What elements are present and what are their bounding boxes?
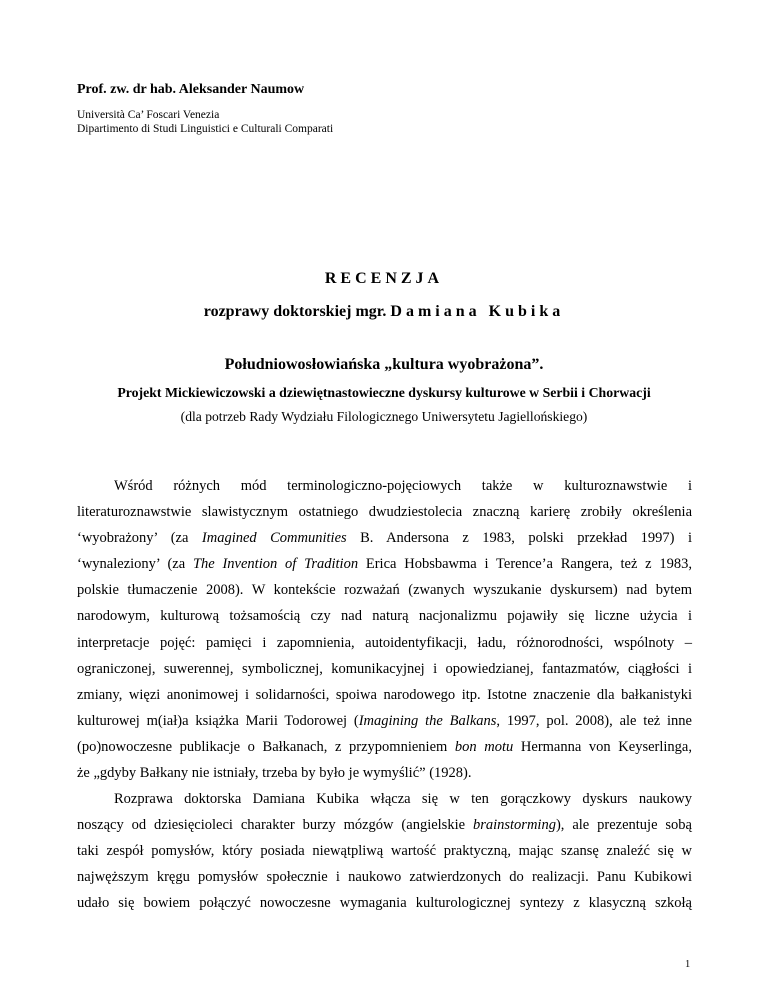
- text-line: narodowym, kulturową tożsamością czy nad naturą nacjonalizmu pojawiły się liczne użycia i: [77, 608, 692, 625]
- text-line: literaturoznawstwie slawistycznym ostatniego dwudziestolecia znaczną karierę zrobiły określenia: [77, 504, 692, 521]
- document-heading: RECENZJA: [324, 270, 444, 287]
- dissertation-line: [0, 303, 768, 321]
- text-line: ‘wyobrażony’ (za Imagined Communities B. Andersona z 1983, polski przekład 1997) i: [77, 530, 692, 547]
- paragraph-1: [77, 473, 692, 786]
- text-line: najwęższym kręgu pomysłów społecznie i naukowo zatwierdzonych do realizacji. Panu Kubikowi: [77, 869, 692, 886]
- page-number: 1: [685, 959, 691, 970]
- text-line: zmiany, więzi anonimowej i solidarności, spoiwa narodowego itp. Istotne znaczenie dla bałkanistyki: [77, 686, 692, 703]
- review-purpose: (dla potrzeb Rady Wydziału Filologicznego Uniwersytetu Jagiellońskiego): [180, 409, 588, 424]
- text-line: (po)nowoczesne publikacje o Bałkanach, z przypomnieniem bon motu Hermanna von Keyserlinga,: [77, 738, 692, 755]
- text-line: taki zespół pomysłów, który posiada niewątpliwą wartość praktyczną, mając szansę znaleźć się w: [77, 843, 692, 860]
- text-line: kulturowej m(iał)a książka Marii Todorowej (Imagining the Balkans, 1997, pol. 2008), ale też inne: [77, 712, 692, 729]
- candidate-first-name: Damiana: [390, 303, 481, 320]
- text-line: że „gdyby Bałkany nie istniały, trzeba by było je wymyślić” (1928).: [77, 765, 472, 782]
- dissertation-subtitle: Projekt Mickiewiczowski a dziewiętnastowieczne dyskursy kulturowe w Serbii i Chorwacji: [117, 385, 651, 400]
- paragraph-2: [77, 786, 692, 916]
- dissertation-title: Południowosłowiańska „kultura wyobrażona”.: [224, 356, 544, 373]
- text-line: polskie tłumaczenie 2008). W kontekście rozważań (zwanych wyszukanie dyskursem) nad bytem: [77, 582, 692, 599]
- cited-title: Imagining the Balkans: [358, 712, 497, 729]
- cited-title: Imagined Communities: [201, 530, 347, 547]
- text-line: ‘wynaleziony’ (za The Invention of Tradition Erica Hobsbawma i Terence’a Rangera, też z 1983,: [77, 556, 693, 573]
- text-line: interpretacje pojęć: pamięci i zapomnienia, autoidentyfikacji, ładu, różnorodności, wspólnoty –: [77, 634, 692, 651]
- dissertation-prefix: rozprawy doktorskiej mgr.: [203, 303, 391, 320]
- text-line: udało się bowiem połączyć nowoczesne wymagania kulturologicznej syntezy z klasyczną szkołą: [77, 895, 692, 912]
- cited-phrase: bon motu: [454, 738, 514, 755]
- author-name: Prof. zw. dr hab. Aleksander Naumow: [77, 82, 305, 97]
- candidate-last-name: Kubika: [488, 303, 565, 320]
- text-line: ograniczonej, suwerennej, symbolicznej, komunikacyjnej i opowiedzianej, fantazmatów, ciągłości i: [77, 660, 692, 677]
- cited-phrase: brainstorming: [472, 817, 556, 834]
- text-line: Rozprawa doktorska Damiana Kubika włącza się w ten gorączkowy dyskurs naukowy: [114, 791, 692, 807]
- text-line: noszący od dziesięcioleci charakter burzy mózgów (angielskie brainstorming), ale prezentuje sobą: [77, 817, 692, 834]
- department-name: Dipartimento di Studi Linguistici e Culturali Comparati: [77, 123, 334, 135]
- cited-title: The Invention of Tradition: [192, 556, 359, 573]
- university-name: Università Ca’ Foscari Venezia: [77, 109, 220, 121]
- text-line: Wśród różnych mód terminologiczno-pojęciowych także w kulturoznawstwie i: [114, 478, 692, 494]
